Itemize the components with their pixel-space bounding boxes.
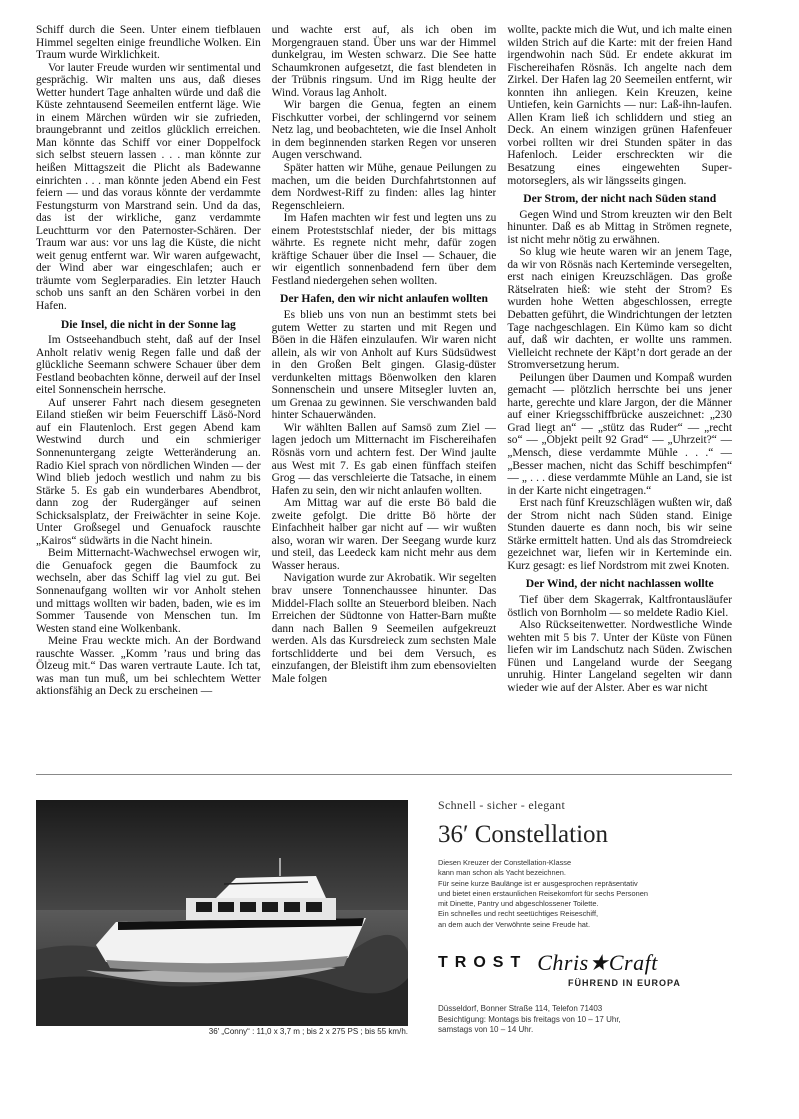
paragraph: Später hatten wir Mühe, genaue Peilungen zu machen, um die beiden Durchfahrtstonnen auf dem Nordwest-Riff zu finden: alles lag hinter Regenschleiern. (271, 162, 497, 212)
paragraph: Erst nach fünf Kreuzschlägen wußten wir, daß der Strom nicht nach Süden stand. Einige Stunden dauerte es dann noch, bis wir seine Stärke ermittelt hatten. Und als das Stromdreieck gezeichnet war, liefen wir in Kerteminde ein. Kurz gesagt: es lief Nordstrom mit zwei Knoten. (507, 497, 733, 572)
article-columns (36, 24, 732, 778)
paragraph: Wir bargen die Genua, fegten an einem Fischkutter vorbei, der schlingernd vor seinem Netz lag, und beobachteten, wie die Insel Anholt in dem beginnenden starken Regen vor unseren Augen verschwand. (271, 99, 497, 162)
address-line: Besichtigung: Montags bis freitags von 10 – 17 Uhr, (438, 1014, 621, 1024)
chris-craft-logo: Chris★Craft (537, 950, 658, 976)
paragraph: Auf unserer Fahrt nach diesem gesegneten Eiland stießen wir beim Feuerschiff Läsö-Nord auf ein Flautenloch. Erst gegen Abend kam Westwind durch und ein schmieriger Sonnenuntergang zeigte Wetteränderung an. Radio Kiel sprach von nördlichen Winden — der Wind blieb jedoch westlich und nahm zu bis Stärke 5. Es gab ein wunderbares Abendbrot, dann zog der Rudergänger auf seinen Schicksalsplatz, der Freiwächter in seine Koje. Unter Großsegel und Genuafock rauschte „Kairos“ südwärts in die Nacht hinein. (36, 396, 261, 547)
article-column-2 (272, 24, 497, 778)
dealer-address (438, 1004, 738, 1036)
ad-line: Für seine kurze Baulänge ist er ausgesprochen repräsentativ (438, 878, 638, 888)
paragraph: Meine Frau weckte mich. An der Bordwand rauschte Wasser. „Komm ’raus und bring das Ölzeug mit.“ Das waren vertraute Laute. Ich tat, was man tun muß, um bei schlechtem Wetter aktionsfähig an Deck zu erscheinen — (36, 635, 261, 698)
article-column-3 (507, 24, 732, 778)
paragraph: Beim Mitternacht-Wachwechsel erwogen wir, die Genuafock gegen die Baumfock zu wechseln, aber das Schiff lag viel zu gut. Bei Sonnenaufgang wollten wir vor Anholt stehen und mittags wollten wir baden, baden, wie es im Sommer Tausende von Menschen tun. Im Westen stand eine Wolkenbank. (36, 547, 261, 635)
paragraph: Es blieb uns von nun an bestimmt stets bei gutem Wetter zu starten und mit Regen und Böen in die Häfen einzulaufen. Wir waren nicht allein, als wir von Anholt auf Kurs Südsüdwest in den Großen Belt gingen. Glasig-düster verdunkelten mittags Böenwolken den klaren Sonnenschein und unsere Mitsegler luvten an, um Grenaa zu gewinnen. Sie verschwanden bald hinter Schauerwänden. (271, 308, 497, 422)
paragraph: Am Mittag war auf die erste Bö bald die zweite gefolgt. Die dritte Bö hörte der Einfachheit halber gar nicht auf — wir wußten also, woran wir waren. Der Seegang wurde kurz und steil, das Leedeck kam nicht mehr aus dem Wasser heraus. (271, 497, 497, 572)
paragraph: wollte, packte mich die Wut, und ich malte einen wilden Strich auf die Karte: mit der freien Hand irgendwohin nach Süd. Er endete akkurat im Fischereihafen Rösnäs. Ich angelte nach dem Zirkel. Der Hafen lag 20 Seemeilen entfernt, wir konnten ihn anliegen. Kein Kreuzen, keine Untiefen, kein Garnichts — nur: Laß-ihn-laufen. Allen Kram ließ ich schliddern und stieg an Deck. An einem winzigen grünen Hafenfeuer vorbei rollten wir drei Stunden später in das Hafenloch. Leider erschreckten wir die Besatzung eines eingewehten Supermotorseglers, als wir längsseits gingen. (507, 24, 733, 187)
paragraph: Im Hafen machten wir fest und legten uns zu einem Proteststschlaf nieder, der bis mittags währte. Es regnete nicht mehr, dafür zogen kräftige Schauer über die Insel — Schauer, die wir eigentlich sonnenbadend fern über dem Festland niedergehen sehen wollten. (271, 212, 497, 287)
boat-photo (36, 800, 408, 1026)
ad-description (438, 858, 738, 930)
ad-slogan: Schnell - sicher - elegant (438, 798, 566, 812)
paragraph: Tief über dem Skagerrak, Kaltfrontausläufer östlich von Bornholm — so meldete Radio Kiel. (507, 593, 733, 619)
paragraph: Gegen Wind und Strom kreuzten wir den Belt hinunter. Daß es ab Mittag in Strömen regnete, ist nicht mehr nötig zu erwähnen. (507, 208, 733, 246)
ad-line: kann man schon als Yacht bezeichnen. (438, 868, 566, 878)
paragraph: und wachte erst auf, als ich oben im Morgengrauen stand. Über uns war der Himmel dunkelgrau, im Westen schwarz. Die See hatte Schaumkronen aufgesetzt, die fast blendeten in der Trübnis ringsum. Und im Rigg heulte der Wind. Voraus lag Anholt. (271, 24, 497, 99)
paragraph: Wir wählten Ballen auf Samsö zum Ziel — lagen jedoch um Mitternacht im Fischereihafen Rösnäs vorn und achtern fest. Der Wind jaulte aus West mit 7. Es gab einen fünffach steifen Grog — das verschleierte die Tatsache, in einem Hafen zu sein, den wir nicht anlaufen wollten. (271, 421, 497, 497)
paragraph: Navigation wurde zur Akrobatik. Wir segelten brav unsere Tonnenchaussee hinunter. Das Middel-Flach sollte an Steuerbord bleiben. Nach Erreichen der Südtonne von Hatter-Barn mußte dann nach Ballen 9 Seemeilen aufgekreuzt werden. Als das Kursdreieck zum sechsten Male fortschlidderte und bei dem Versuch, es einzufangen, der Bleistift ihm zum ebensovielten Male folgen (271, 572, 497, 685)
ad-line: an dem auch der Verwöhnte seine Freude hat. (438, 919, 591, 929)
section-heading: Die Insel, die nicht in der Sonne lag (60, 317, 236, 331)
brand-tagline: FÜHREND IN EUROPA (568, 978, 681, 989)
ad-model-title: 36′ Constellation (438, 821, 609, 848)
yacht-advertisement (438, 798, 738, 1036)
ad-line: mit Dinette, Pantry und abgeschlossener Toilette. (438, 899, 599, 909)
section-heading: Der Hafen, den wir nicht anlaufen wollten (280, 292, 488, 306)
section-heading: Der Wind, der nicht nachlassen wollte (525, 577, 714, 591)
paragraph: Vor lauter Freude wurden wir sentimental und gesprächig. Wir malten uns aus, daß dieses Wetter hundert Tage anhalten würde und daß die Küste zehntausend Seemeilen entfernt läge. Wie in einem Märchen würden wir sie zufrieden, braungebrannt und zeitlos glücklich erreichen. Man könnte das Schiff vor einer Doppelfock sich selbst steuern lassen . . . man könnte zur heißen Mittagszeit die Plicht als Badewanne einrichten . . . man könnte jeden Abend ein Fest feiern — und das voraus könnte der verdammte Festungsturm von Marstrand sein. Und da das, das ist der wirkliche, ganz verdammte Leuchtturm vor den Paternoster-Schären. Der Traum war aus: vor uns lag die Küste, die nicht weit genug entfernt war. Wir waren aufgewacht, der Wind aber war eingeschlafen; auch er träumte vom Seglerparadies. Ein letzter Hauch schob uns sanft an den Schären vorbei in den Hafen. (36, 61, 261, 313)
brand-row (438, 950, 738, 976)
motor-yacht-illustration (36, 800, 408, 1026)
ad-line: Diesen Kreuzer der Constellation-Klasse (438, 858, 572, 867)
ad-line: und bietet einen erstaunlichen Reisekomfort für sechs Personen (438, 888, 648, 898)
divider (36, 774, 732, 775)
brand-name: TROST (438, 954, 528, 972)
paragraph: Also Rückseitenwetter. Nordwestliche Winde wehten mit 5 bis 7. Unter der Küste von Fünen liefen wir im Landschutz nach Süden. Zwischen Fünen und Langeland wurde der Seegang unruhig. Hinter Langeland segelten wir dann wieder wie auf der Alster. Aber es war nicht (507, 619, 733, 694)
address-line: samstags von 10 – 14 Uhr. (438, 1025, 534, 1035)
paragraph: Schiff durch die Seen. Unter einem tiefblauen Himmel segelten einige freundliche Wolken. Ein Traum wurde Wirklichkeit. (36, 24, 261, 62)
address-line: Düsseldorf, Bonner Straße 114, Telefon 71403 (438, 1004, 603, 1014)
paragraph: So klug wie heute waren wir an jenem Tage, da wir von Rösnäs nach Kerteminde versegelten, erst nach einigen Kreuzschlägen. Das große Rätselraten hieß: wie steht der Strom? Es wurden hohe Wetten abgeschlossen, erregte Debatten geführt, die Windrichtungen der letzten Tage nachgeschlagen. Ein Kümo kam so dicht auf, daß wir dachten, er wollte uns rammen. Vielleicht rechnete der Käpt’n dort gerade an der Stromversetzung herum. (507, 246, 733, 372)
paragraph: Im Ostseehandbuch steht, daß auf der Insel Anholt relativ wenig Regen falle und daß der glückliche Seemann schwere Schauer über dem Festland beobachten könne, derweil auf der Insel eitel Sonnenschein herrsche. (36, 334, 261, 397)
article-column-1 (36, 24, 261, 778)
photo-caption: 36′ „Conny“ : 11,0 x 3,7 m ; bis 2 x 275 PS ; bis 55 km/h. (208, 1027, 408, 1036)
ad-line: Ein schnelles und recht seetüchtiges Reiseschiff, (438, 909, 599, 919)
paragraph: Peilungen über Daumen und Kompaß wurden gemacht — plötzlich herrschte bei uns jener harte, gerechte und klare Jargon, der die Männer auf einer Kriegsschiffbrücke auszeichnet: „230 Grad liegt an“ — „stütz das Ruder“ — „recht so“ — „Objekt peilt 92 Grad“ — „Uhrzeit?“ — „Mensch, diese verdammte Mühle . . .“ — „Besser machen, nicht das Schiff beschimpfen“ — „ . . . diese verdammte Mühle an Land, sie ist in der Karte nicht eingetragen.“ (507, 371, 733, 497)
section-heading: Der Strom, der nicht nach Süden stand (523, 192, 717, 206)
